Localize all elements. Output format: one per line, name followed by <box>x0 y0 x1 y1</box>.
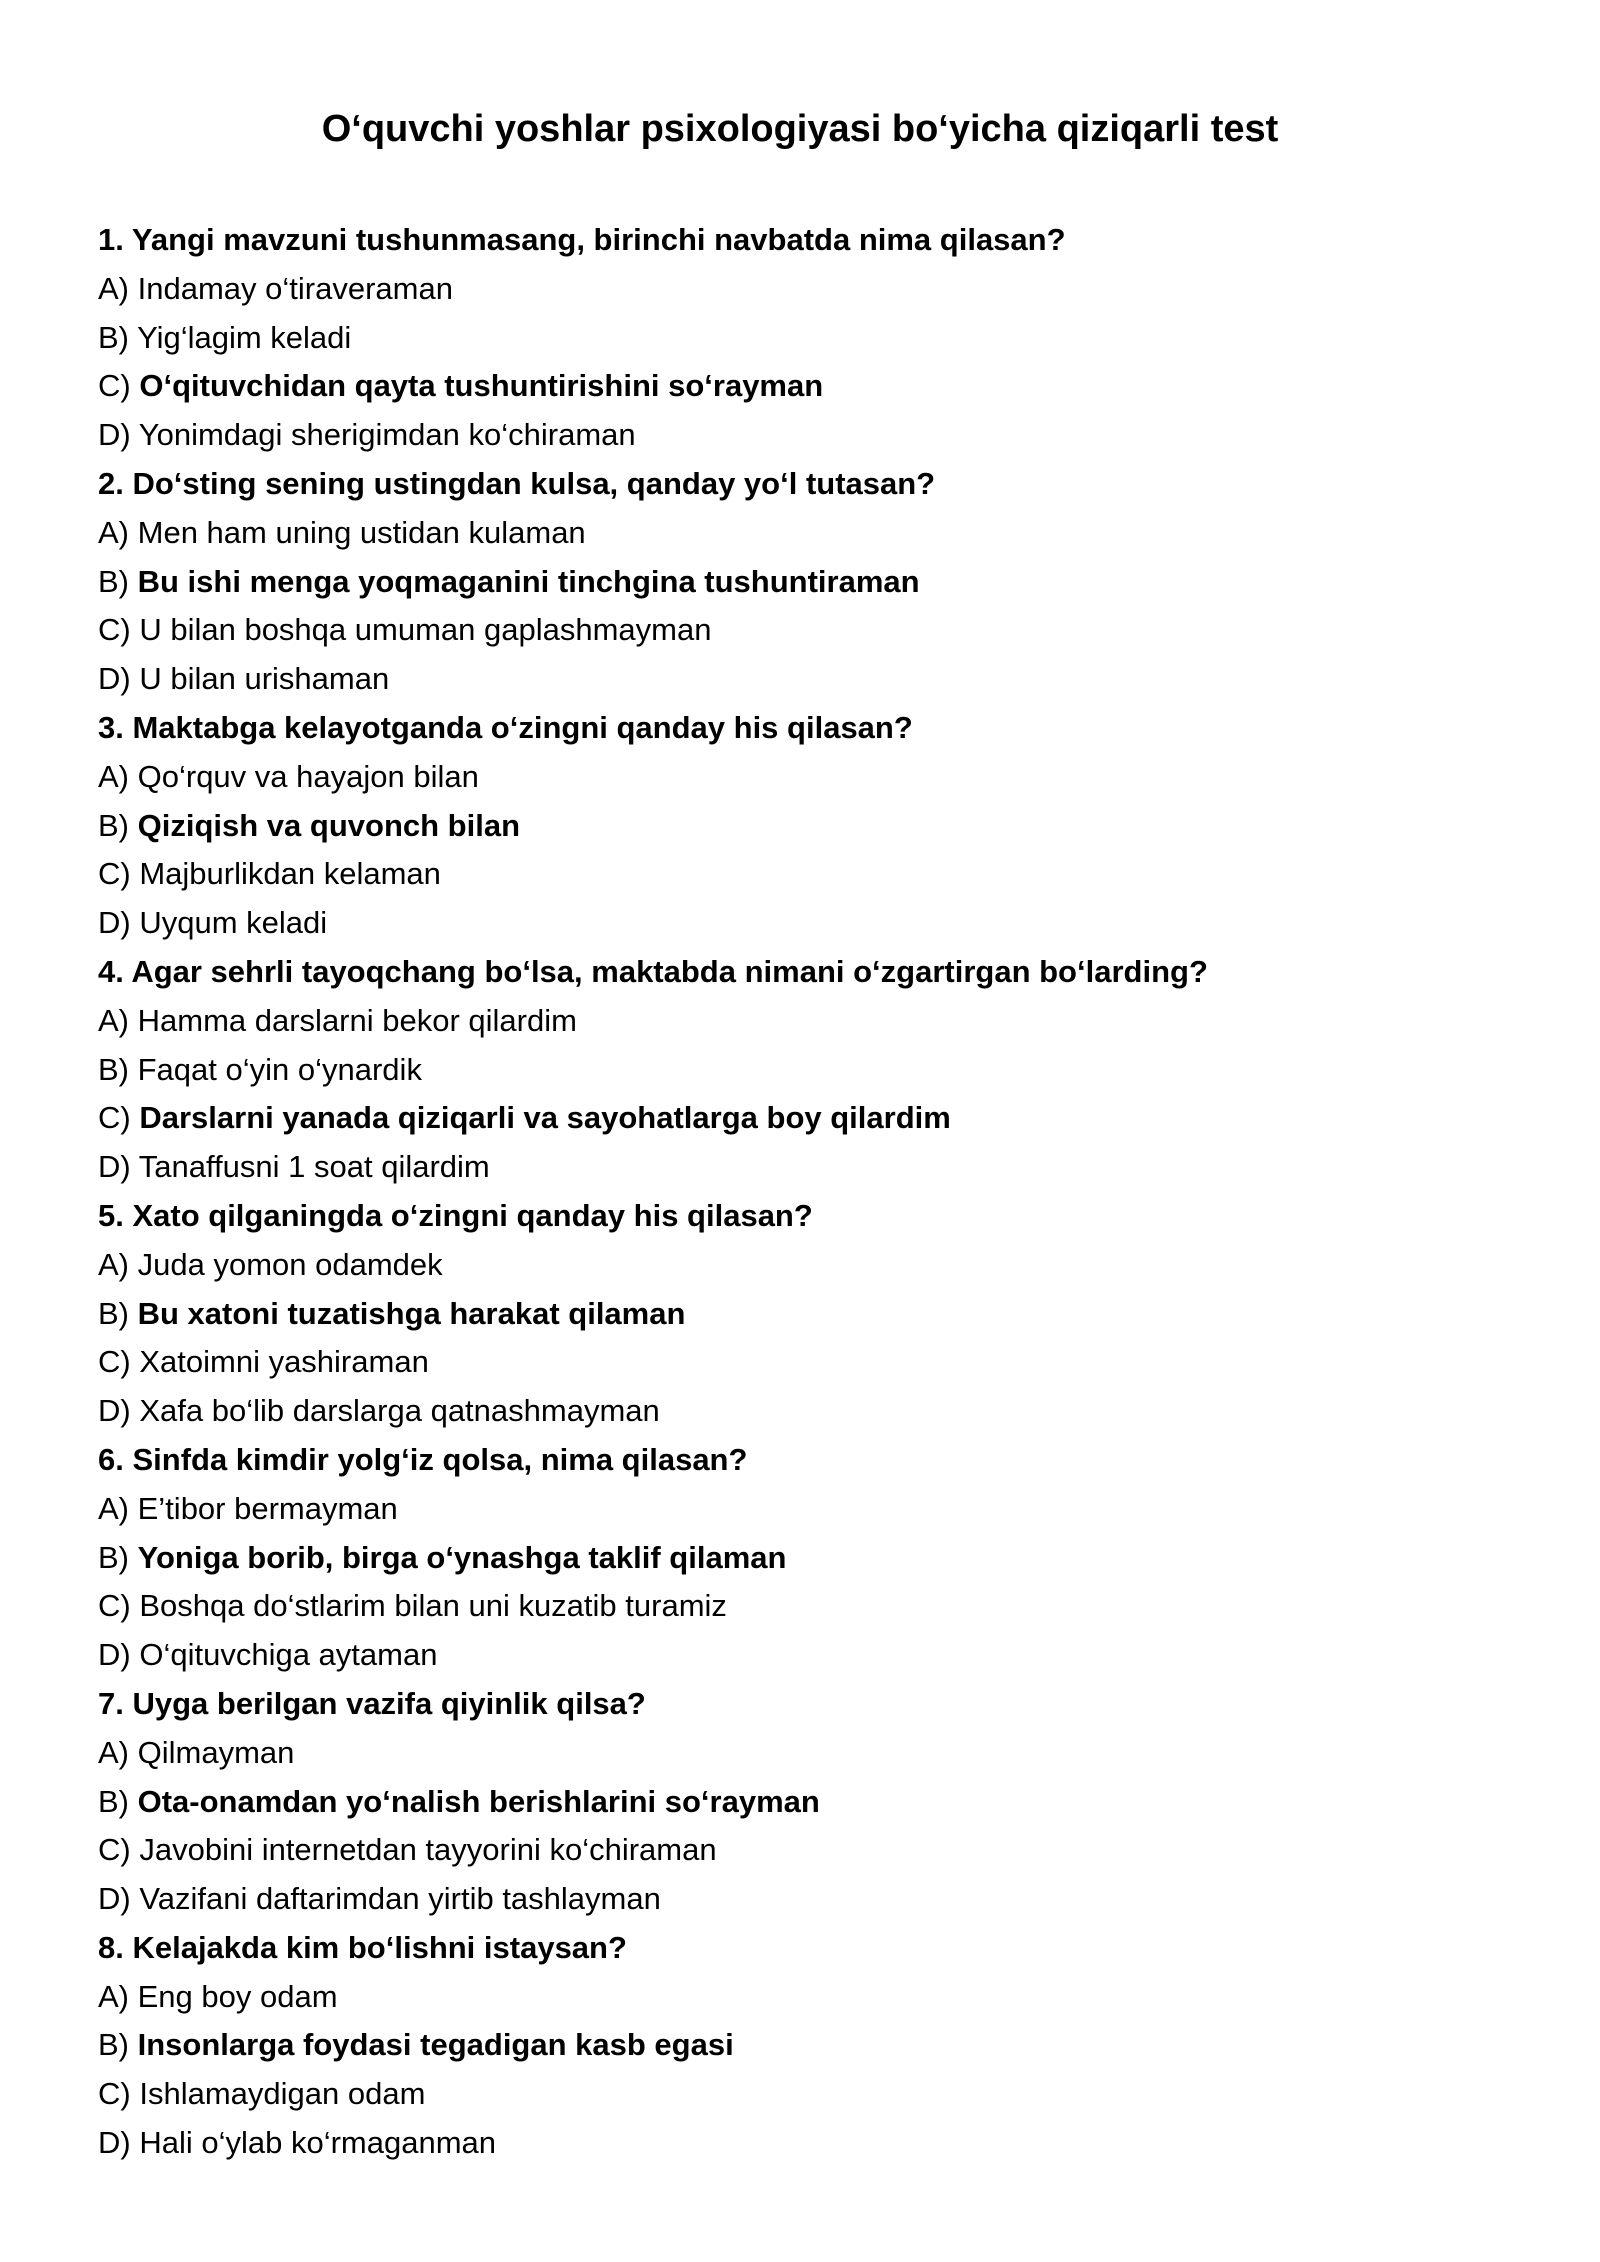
correct-answer-text: Insonlarga foydasi tegadigan kasb egasi <box>137 2027 734 2063</box>
option-letter: B) <box>98 807 129 843</box>
option-letter: B) <box>98 563 129 599</box>
correct-answer-text: O‘qituvchidan qayta tushuntirishini so‘rayman <box>139 368 824 404</box>
answer-text: Juda yomon odamdek <box>137 1246 443 1282</box>
page-title: O‘quvchi yoshlar psixologiyasi bo‘yicha qiziqarli test <box>321 108 1279 150</box>
question-text: 1. Yangi mavzuni tushunmasang, birinchi navbatda nima qilasan? <box>98 222 1066 257</box>
option-letter: C) <box>98 856 131 892</box>
answer-option-c <box>98 850 1518 899</box>
answer-option-b <box>98 802 1518 851</box>
answer-text: U bilan boshqa umuman gaplashmayman <box>139 612 712 648</box>
option-letter: D) <box>98 661 131 697</box>
option-letter: A) <box>98 1978 129 2014</box>
option-letter: B) <box>98 2027 129 2063</box>
option-letter: B) <box>98 319 129 355</box>
option-letter: A) <box>98 270 129 306</box>
option-letter: D) <box>98 2125 131 2161</box>
option-letter: A) <box>98 1490 129 1526</box>
answer-option-d <box>98 655 1518 704</box>
answer-option-c <box>98 1094 1518 1143</box>
question-text: 8. Kelajakda kim bo‘lishni istaysan? <box>98 1929 627 1965</box>
answer-option-b <box>98 1534 1518 1583</box>
question-text: 7. Uyga berilgan vazifa qiyinlik qilsa? <box>98 1685 646 1721</box>
option-letter: C) <box>98 2076 131 2112</box>
answer-option-a <box>98 997 1518 1046</box>
option-letter: D) <box>98 1637 131 1673</box>
answer-option-d <box>98 2119 1518 2168</box>
answer-option-b <box>98 314 1518 363</box>
option-letter: B) <box>98 1051 129 1087</box>
answer-text: Tanaffusni 1 soat qilardim <box>138 1149 490 1185</box>
answer-option-d <box>98 411 1518 460</box>
option-letter: A) <box>98 1002 129 1038</box>
question-block <box>98 460 1518 704</box>
answer-text: Hamma darslarni bekor qilardim <box>137 1002 577 1038</box>
option-letter: A) <box>98 1246 129 1282</box>
option-letter: D) <box>98 417 131 453</box>
answer-text: Boshqa do‘stlarim bilan uni kuzatib turamiz <box>139 1588 727 1624</box>
answer-option-a <box>98 509 1518 558</box>
option-letter: C) <box>98 368 131 404</box>
answer-text: Ishlamaydigan odam <box>139 2076 426 2112</box>
answer-text: U bilan urishaman <box>139 661 390 697</box>
correct-answer-text: Ota-onamdan yo‘nalish berishlarini so‘rayman <box>137 1783 820 1819</box>
question-text: 6. Sinfda kimdir yolg‘iz qolsa, nima qilasan? <box>98 1441 748 1477</box>
answer-option-d <box>98 1143 1518 1192</box>
answer-text: Hali o‘ylab ko‘rmaganman <box>139 2125 497 2161</box>
question-block <box>98 1192 1518 1436</box>
option-letter: C) <box>98 1100 131 1136</box>
option-letter: D) <box>98 1881 131 1917</box>
correct-answer-text: Bu ishi menga yoqmaganini tinchgina tushuntiraman <box>137 563 920 599</box>
answer-option-c <box>98 1582 1518 1631</box>
answer-option-a <box>98 1241 1518 1290</box>
answer-option-b <box>98 1778 1518 1827</box>
answer-option-d <box>98 899 1518 948</box>
option-letter: C) <box>98 1588 131 1624</box>
answer-text: E’tibor bermayman <box>137 1490 398 1526</box>
answer-option-b <box>98 2021 1518 2070</box>
answer-option-c <box>98 362 1518 411</box>
question-text: 4. Agar sehrli tayoqchang bo‘lsa, maktabda nimani o‘zgartirgan bo‘larding? <box>98 953 1208 989</box>
option-letter: A) <box>98 1734 129 1770</box>
answer-text: Qo‘rquv va hayajon bilan <box>137 758 479 794</box>
answer-option-b <box>98 558 1518 607</box>
question-block <box>98 948 1518 1192</box>
option-letter: B) <box>98 1295 129 1331</box>
answer-text: Yig‘lagim keladi <box>137 319 352 355</box>
answer-text: Majburlikdan kelaman <box>139 856 441 892</box>
question-text: 5. Xato qilganingda o‘zingni qanday his qilasan? <box>98 1197 813 1233</box>
answer-text: O‘qituvchiga aytaman <box>139 1637 438 1673</box>
answer-option-c <box>98 606 1518 655</box>
answer-option-c <box>98 2070 1518 2119</box>
answer-text: Uyqum keladi <box>139 905 328 941</box>
option-letter: A) <box>98 758 129 794</box>
correct-answer-text: Yoniga borib, birga o‘ynashga taklif qilaman <box>137 1539 787 1575</box>
answer-text: Men ham uning ustidan kulaman <box>137 514 586 550</box>
answer-option-a <box>98 1973 1518 2022</box>
question-text: 3. Maktabga kelayotganda o‘zingni qanday his qilasan? <box>98 709 913 745</box>
option-letter: B) <box>98 1783 129 1819</box>
correct-answer-text: Bu xatoni tuzatishga harakat qilaman <box>137 1295 686 1331</box>
answer-option-c <box>98 1338 1518 1387</box>
option-letter: C) <box>98 612 131 648</box>
answer-option-d <box>98 1387 1518 1436</box>
correct-answer-text: Darslarni yanada qiziqarli va sayohatlarga boy qilardim <box>139 1100 951 1136</box>
answer-option-d <box>98 1631 1518 1680</box>
option-letter: C) <box>98 1344 131 1380</box>
answer-option-b <box>98 1290 1518 1339</box>
answer-text: Xatoimni yashiraman <box>139 1344 429 1380</box>
answer-option-a <box>98 753 1518 802</box>
answer-option-b <box>98 1046 1518 1095</box>
answer-text: Xafa bo‘lib darslarga qatnashmayman <box>139 1393 660 1429</box>
question-block <box>98 1924 1518 2168</box>
question-block <box>98 1680 1518 1924</box>
option-letter: A) <box>98 514 129 550</box>
answer-option-a <box>98 1485 1518 1534</box>
answer-text: Yonimdagi sherigimdan ko‘chiraman <box>138 417 636 453</box>
answer-text: Eng boy odam <box>137 1978 338 2014</box>
answer-text: Qilmayman <box>137 1734 295 1770</box>
answer-option-c <box>98 1826 1518 1875</box>
test-content <box>98 216 1518 2168</box>
question-text: 2. Do‘sting sening ustingdan kulsa, qanday yo‘l tutasan? <box>98 465 936 501</box>
answer-option-a <box>98 265 1518 314</box>
correct-answer-text: Qiziqish va quvonch bilan <box>137 807 521 843</box>
option-letter: D) <box>98 1393 131 1429</box>
question-block <box>98 704 1518 948</box>
answer-text: Indamay o‘tiraveraman <box>137 270 453 306</box>
answer-text: Vazifani daftarimdan yirtib tashlayman <box>139 1881 661 1917</box>
question-block <box>98 216 1518 460</box>
answer-text: Faqat o‘yin o‘ynardik <box>137 1051 422 1087</box>
option-letter: D) <box>98 905 131 941</box>
answer-option-a <box>98 1729 1518 1778</box>
question-block <box>98 1436 1518 1680</box>
option-letter: C) <box>98 1832 131 1868</box>
answer-text: Javobini internetdan tayyorini ko‘chiraman <box>139 1832 717 1868</box>
answer-option-d <box>98 1875 1518 1924</box>
option-letter: B) <box>98 1539 129 1575</box>
option-letter: D) <box>98 1149 131 1185</box>
